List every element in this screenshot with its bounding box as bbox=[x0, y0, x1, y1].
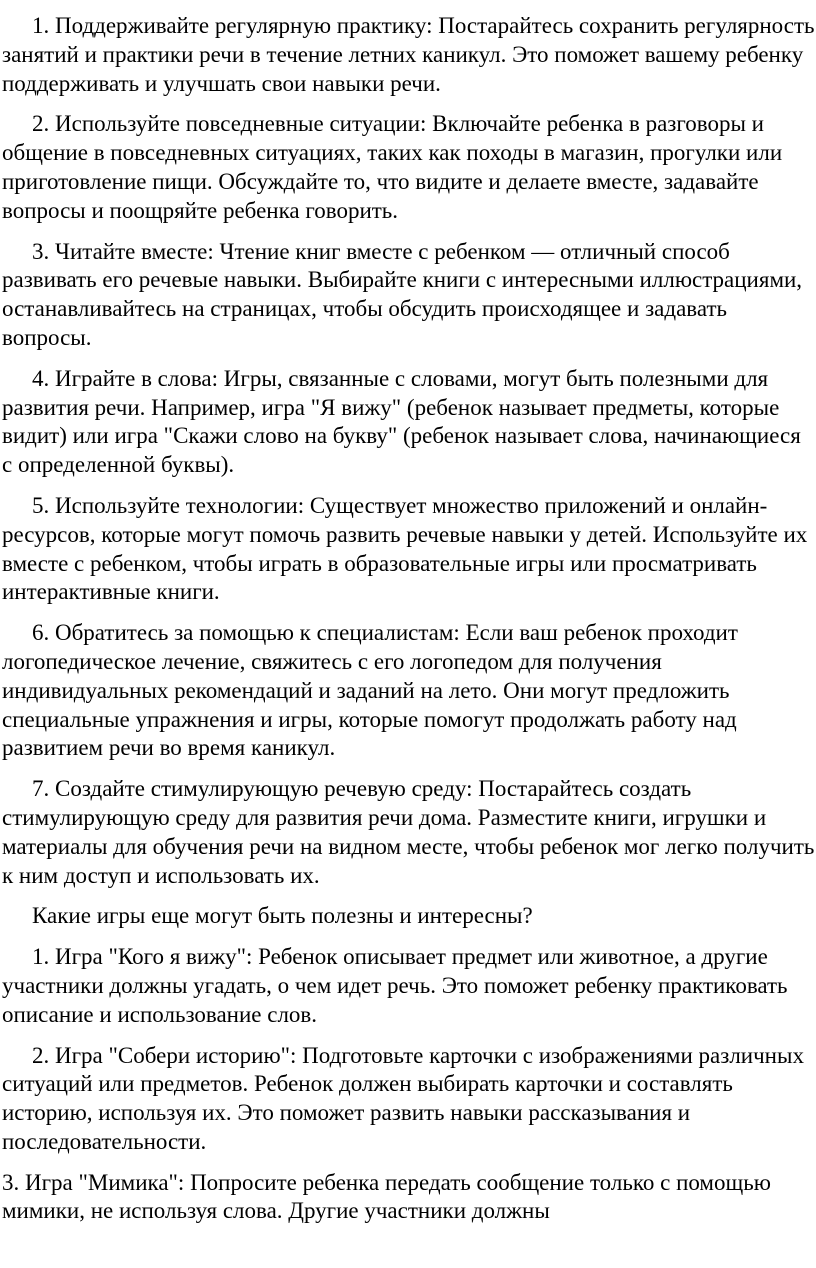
paragraph-game-1: 1. Игра "Кого я вижу": Ребенок описывает предмет или животное, а другие участники должны угадать, о чем идет речь. Это поможет ребенку практиковать описание и использование слов. bbox=[2, 944, 788, 1027]
paragraph-tip-2: 2. Используйте повседневные ситуации: Включайте ребенка в разговоры и общение в повседневных ситуациях, таких как походы в магазин, прогулки или приготовление пищи. Обсуждайте то, что видите и делаете вместе, задавайте вопросы и поощряйте ребенка говорить. bbox=[2, 111, 783, 223]
paragraph-game-2: 2. Игра "Собери историю": Подготовьте карточки с изображениями различных ситуаций или предметов. Ребенок должен выбирать карточки и составлять историю, используя их. Это поможет развить навыки рассказывания и последовательности. bbox=[2, 1042, 804, 1154]
paragraph-tip-6: 6. Обратитесь за помощью к специалистам: Если ваш ребенок проходит логопедическое лечение, свяжитесь с его логопедом для получения индивидуальных рекомендаций и заданий на лето. Они могут предложить специальные упражнения и игры, которые помогут продолжать работу над развитием речи во время каникул. bbox=[2, 620, 738, 761]
paragraph-tip-5: 5. Используйте технологии: Существует множество приложений и онлайн-ресурсов, которые могут помочь развить речевые навыки у детей. Используйте их вместе с ребенком, чтобы играть в образовательные игры или просматривать интерактивные книги. bbox=[2, 492, 808, 605]
paragraph-game-3: 3. Игра "Мимика": Попросите ребенка передать сообщение только с помощью мимики, не используя слова. Другие участники должны bbox=[2, 1169, 771, 1224]
paragraph-games-question: Какие игры еще могут быть полезны и интересны? bbox=[32, 903, 533, 929]
paragraph-tip-7: 7. Создайте стимулирующую речевую среду: Постарайтесь создать стимулирующую среду для развития речи дома. Разместите книги, игрушки и материалы для обучения речи на видном месте, чтобы ребенок мог легко получить к ним доступ и использовать их. bbox=[2, 776, 815, 888]
paragraph-tip-4: 4. Играйте в слова: Игры, связанные с словами, могут быть полезными для развития речи. Например, игра "Я вижу" (ребенок называет предметы, которые видит) или игра "Скажи слово на букву" (ребенок называет слова, начинающиеся с определенной буквы). bbox=[2, 365, 801, 478]
paragraph-tip-1: 1. Поддерживайте регулярную практику: Постарайтесь сохранить регулярность занятий и практики речи в течение летних каникул. Это поможет вашему ребенку поддерживать и улучшать свои навыки речи. bbox=[2, 13, 815, 96]
paragraph-tip-3: 3. Читайте вместе: Чтение книг вместе с ребенком — отличный способ развивать его речевые навыки. Выбирайте книги с интересными иллюстрациями, останавливайтесь на страницах, чтобы обсудить происходящее и задавать вопросы. bbox=[2, 238, 803, 350]
